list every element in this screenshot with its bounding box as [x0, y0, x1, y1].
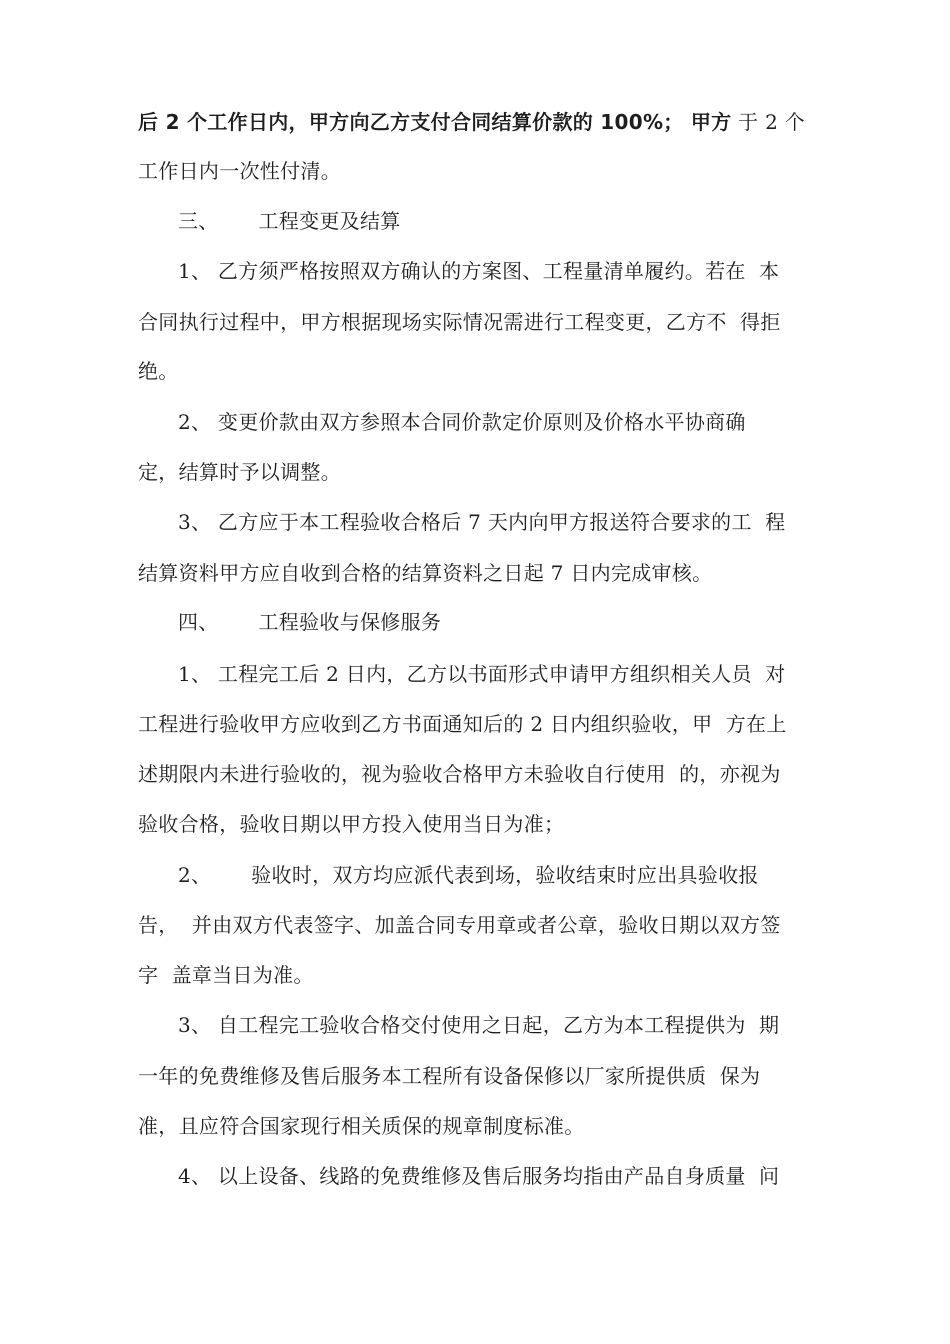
paragraph-line-16: 2、 验收时，双方均应派代表到场，验收结束时应出具验收报: [138, 863, 759, 887]
paragraph-line-4: 1、 乙方须严格按照双方确认的方案图、工程量清单履约。若在 本: [138, 259, 780, 283]
paragraph-line-12: 1、 工程完工后 2 日内，乙方以书面形式申请甲方组织相关人员 对: [138, 662, 786, 686]
paragraph-line-10: 结算资料甲方应自收到合格的结算资料之日起 7 日内完成审核。: [138, 561, 713, 585]
paragraph-line-1: [138, 108, 828, 136]
paragraph-line-17: 告， 并由双方代表签字、加盖合同专用章或者公章，验收日期以双方签: [138, 913, 781, 937]
normal-text-segment: 于 2 个: [731, 110, 806, 134]
paragraph-line-20: 一年的免费维修及售后服务本工程所有设备保修以厂家所提供质 保为: [138, 1064, 761, 1088]
paragraph-line-9: 3、 乙方应于本工程验收合格后 7 天内向甲方报送符合要求的工 程: [138, 510, 786, 534]
paragraph-line-18: 字 盖章当日为准。: [138, 963, 314, 987]
paragraph-line-13: 工程进行验收甲方应收到乙方书面通知后的 2 日内组织验收，甲 方在上: [138, 712, 787, 736]
paragraph-line-2: 工作日内一次性付清。: [138, 159, 341, 183]
paragraph-line-21: 准，且应符合国家现行相关质保的规章制度标准。: [138, 1114, 585, 1138]
paragraph-line-22: 4、 以上设备、线路的免费维修及售后服务均指由产品自身质量 问: [138, 1164, 780, 1188]
bold-text-segment: 后 2 个工作日内，甲方向乙方支付合同结算价款的 100%； 甲方: [138, 110, 732, 134]
section-heading-11: 四、 工程验收与保修服务: [138, 610, 442, 634]
paragraph-line-14: 述期限内未进行验收的，视为验收合格甲方未验收自行使用 的，亦视为: [138, 762, 781, 786]
section-heading-3: 三、 工程变更及结算: [138, 209, 401, 233]
paragraph-line-19: 3、 自工程完工验收合格交付使用之日起，乙方为本工程提供为 期: [138, 1013, 780, 1037]
paragraph-line-8: 定，结算时予以调整。: [138, 460, 341, 484]
paragraph-line-5: 合同执行过程中，甲方根据现场实际情况需进行工程变更，乙方不 得拒: [138, 310, 781, 334]
paragraph-line-7: 2、 变更价款由双方参照本合同价款定价原则及价格水平协商确: [138, 410, 746, 434]
paragraph-line-6: 绝。: [138, 359, 179, 383]
paragraph-line-15: 验收合格，验收日期以甲方投入使用当日为准；: [138, 812, 565, 836]
